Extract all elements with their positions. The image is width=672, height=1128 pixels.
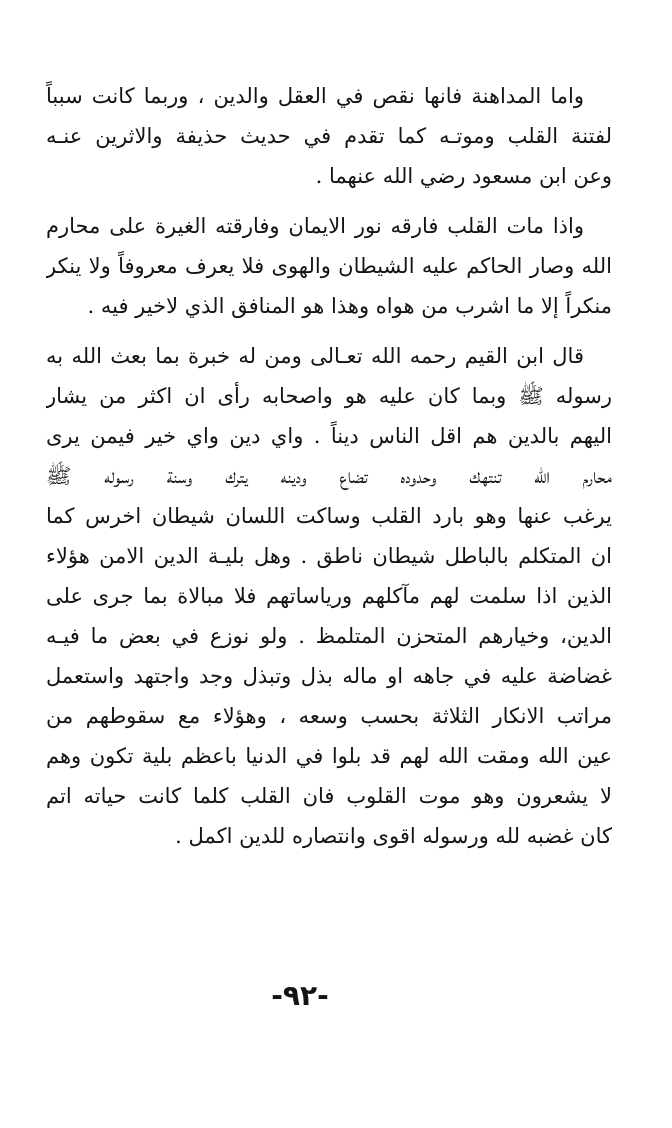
- text-line: منكراً إلا ما اشرب من هواه وهذا هو المنافق الذي لاخير فيه .: [87, 294, 612, 318]
- body-text: [46, 76, 612, 856]
- text-line: واذا مات القلب فارقه نور الايمان وفارقته الغيرة على محارم: [46, 214, 584, 238]
- text-line: عين الله ومقت الله لهم قد بلوا في الدنيا باعظم بلية تكون وهم: [46, 744, 612, 768]
- paragraph-1: [46, 76, 612, 196]
- text-line: رسوله ﷺ وبما كان عليه هو واصحابه رأى ان اكثر من يشار: [46, 384, 612, 408]
- paragraph-2: [46, 206, 612, 326]
- text-line: اليهم بالدين هم اقل الناس ديناً . واي دين واي خير فيمن يرى: [46, 424, 612, 448]
- text-line: لفتنة القلب وموتـه كما تقدم في حديث حذيفة والاثرين عنـه: [46, 124, 612, 148]
- text-line: ان المتكلم بالباطل شيطان ناطق . وهل بليـة الدين الامن هؤلاء: [46, 544, 612, 568]
- text-line: قال ابن القيم رحمه الله تعـالى ومن له خبرة بما بعث الله به: [46, 344, 584, 368]
- text-line: واما المداهنة فانها نقص في العقل والدين ، وربما كانت سبباً: [46, 84, 584, 108]
- text-line: كان غضبه لله ورسوله اقوى وانتصاره للدين اكمل .: [175, 824, 612, 848]
- paragraph-3: [46, 336, 612, 856]
- text-line: غضاضة عليه في جاهه او ماله بذل وتبذل وجد واجتهد واستعمل: [46, 664, 612, 688]
- text-line: لا يشعرون وهو موت القلوب فان القلب كلما كانت حياته اتم: [46, 784, 612, 808]
- text-line: مراتب الانكار الثلاثة بحسب وسعه ، وهؤلاء مع سقوطهم من: [46, 704, 612, 728]
- text-line: يرغب عنها وهو بارد القلب وساكت اللسان شيطان اخرس كما: [46, 504, 612, 528]
- text-line: محارم الله تنتهك وحدوده تضاع ودينه يترك وسنة رسوله ﷺ: [46, 464, 612, 488]
- text-line: وعن ابن مسعود رضي الله عنهما .: [315, 164, 612, 188]
- text-line: الله وصار الحاكم عليه الشيطان والهوى فلا يعرف معروفاً ولا ينكر: [46, 254, 612, 278]
- page-number: -٩٢-: [271, 979, 329, 1012]
- text-line: الدين، وخيارهم المتحزن المتلمظ . ولو نوزع في بعض ما فيـه: [46, 624, 612, 648]
- text-line: الذين اذا سلمت لهم مآكلهم ورياساتهم فلا مبالاة بما جرى على: [46, 584, 612, 608]
